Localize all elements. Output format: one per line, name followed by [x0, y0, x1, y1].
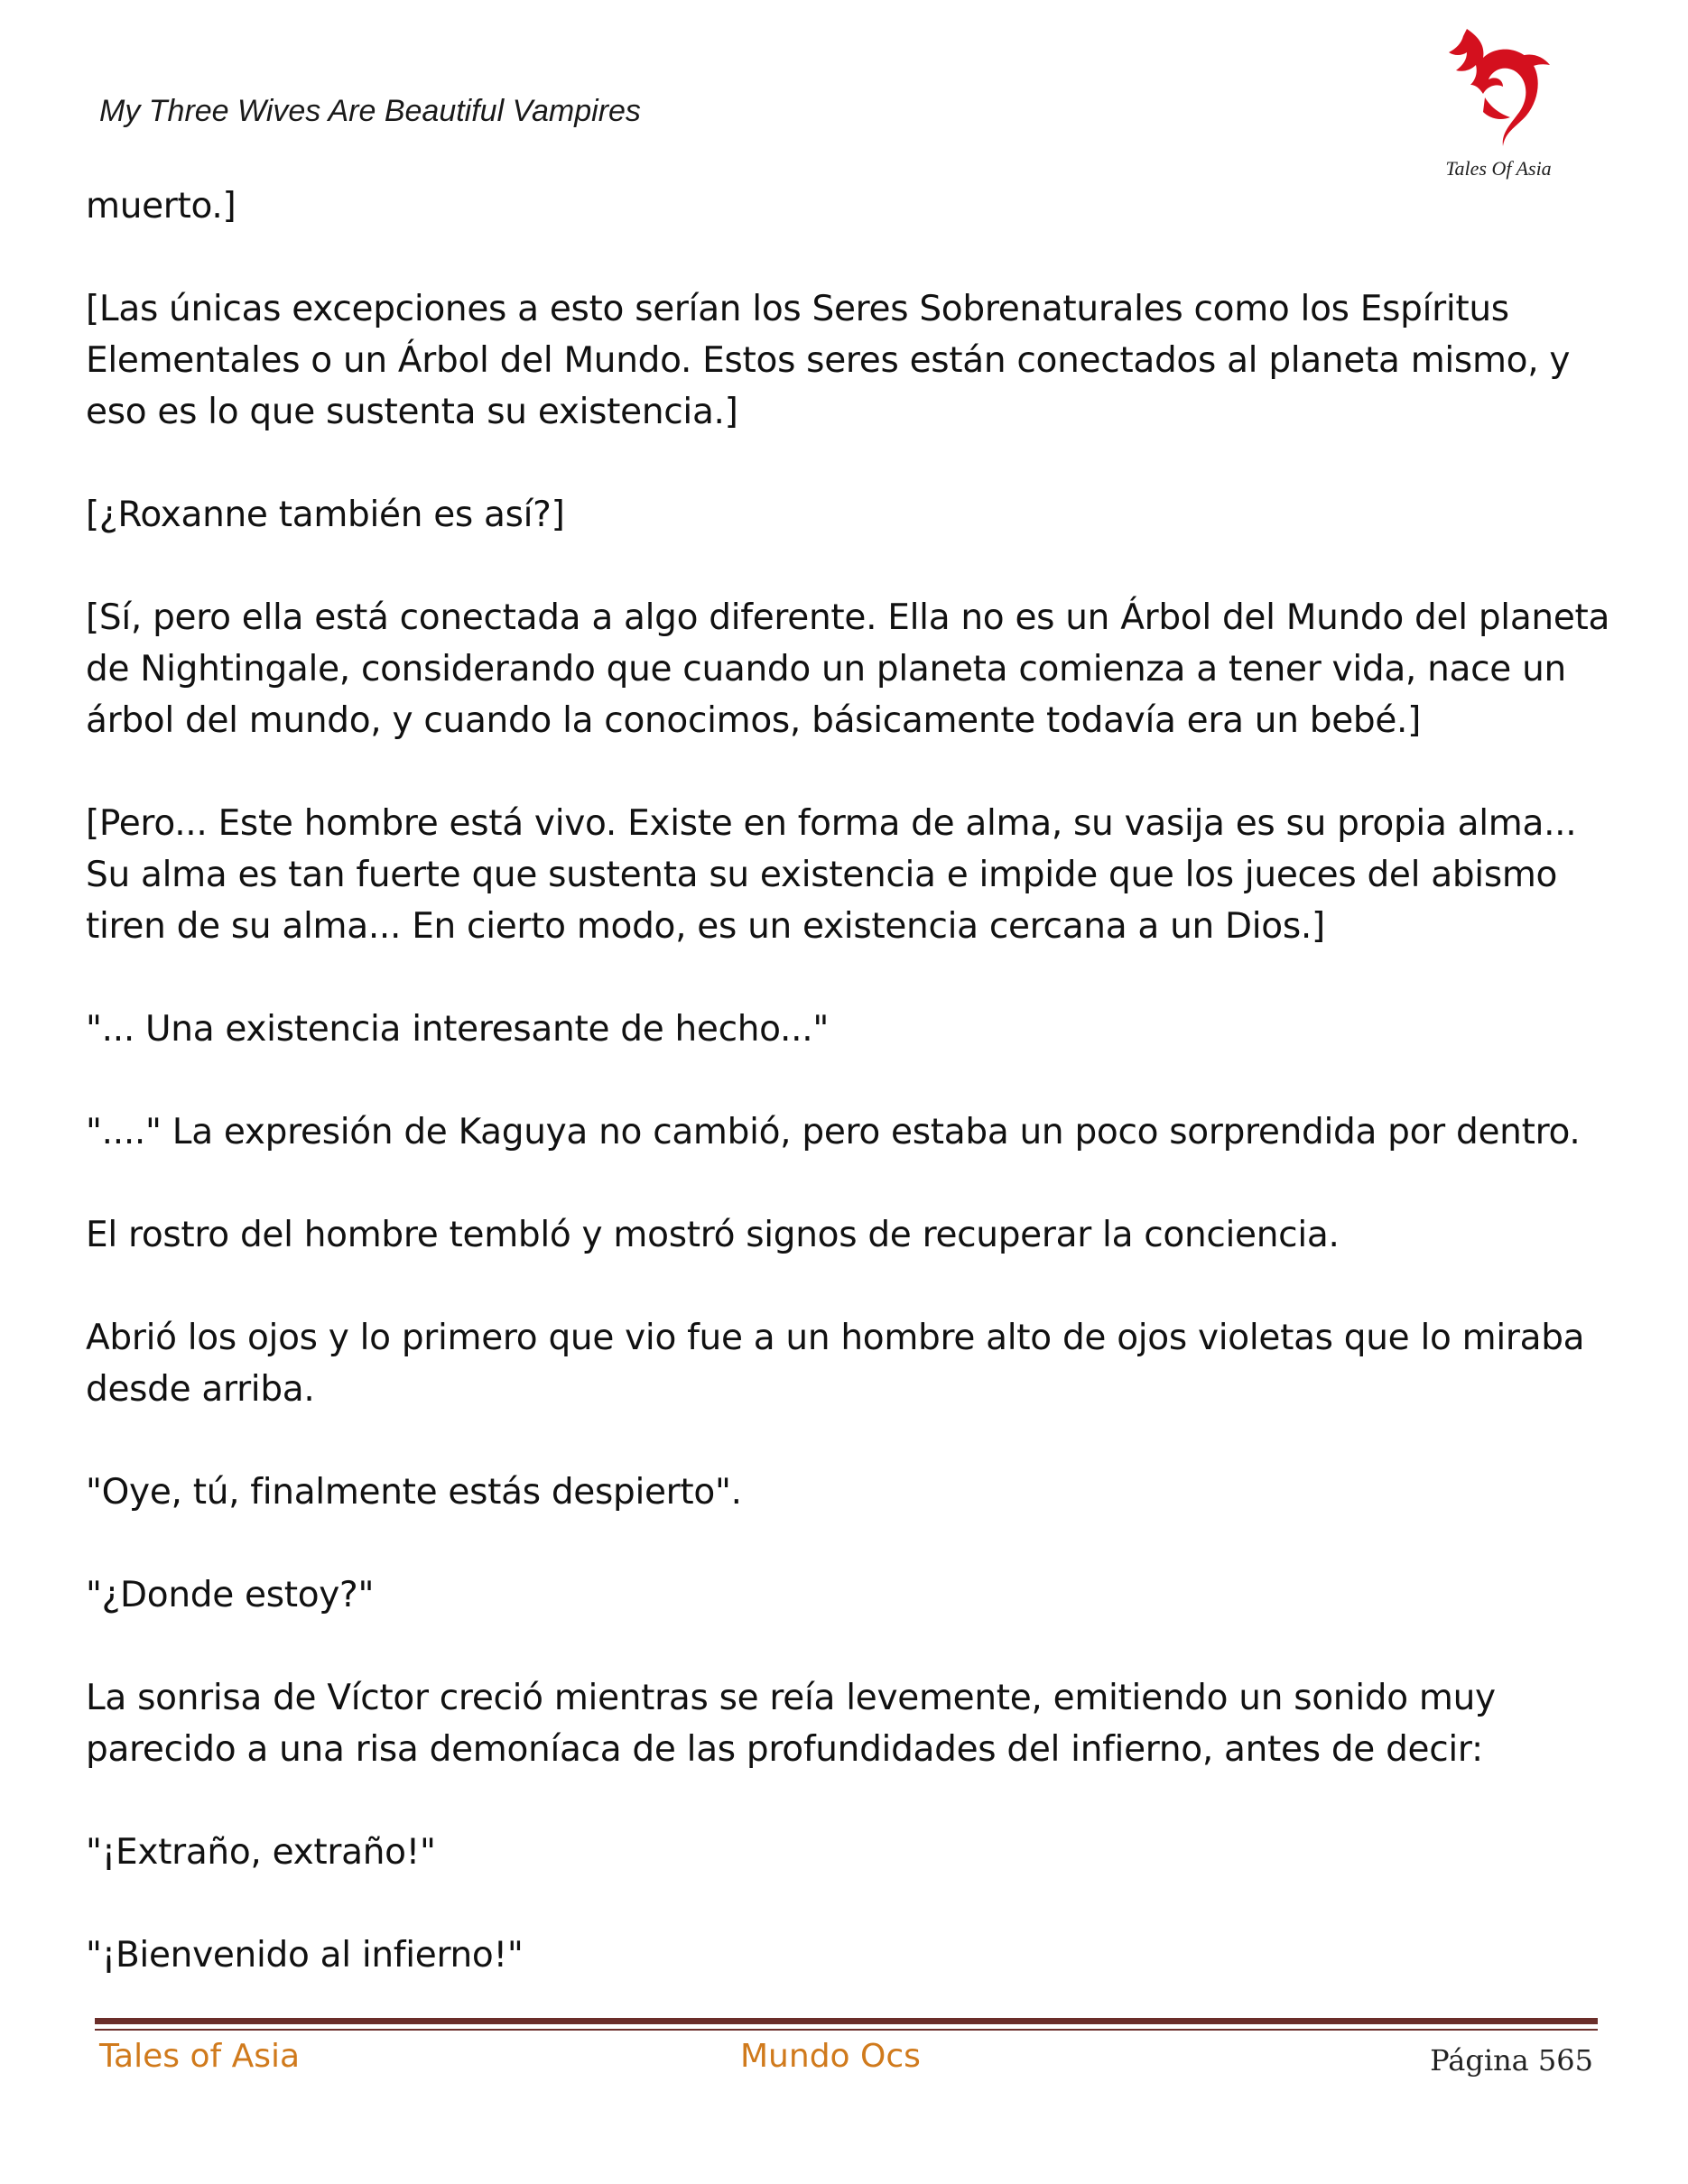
paragraph: La sonrisa de Víctor creció mientras se reía levemente, emitiendo un sonido muy parecido a una risa demoníaca de las profundidades del infierno, antes de decir:	[86, 1678, 1496, 1770]
footer-rule-thin	[95, 2029, 1598, 2031]
paragraph: "... Una existencia interesante de hecho..."	[86, 1009, 829, 1050]
paragraph: muerto.]	[86, 186, 237, 227]
paragraph: "¡Extraño, extraño!"	[86, 1832, 436, 1873]
paragraph: "Oye, tú, finalmente estás despierto".	[86, 1472, 742, 1513]
paragraph: "¡Bienvenido al infierno!"	[86, 1935, 524, 1976]
paragraph: [¿Roxanne también es así?]	[86, 495, 565, 535]
paragraph: "¿Donde estoy?"	[86, 1575, 375, 1615]
page-body	[86, 180, 1620, 1981]
paragraph: [Las únicas excepciones a esto serían los Seres Sobrenaturales como los Espíritus Elementales o un Árbol del Mundo. Estos seres están conectados al planeta mismo, y eso es lo que sustenta su existencia.]	[86, 289, 1571, 432]
paragraph: El rostro del hombre tembló y mostró signos de recuperar la conciencia.	[86, 1215, 1340, 1255]
footer-site-name: Tales of Asia	[99, 2038, 301, 2075]
red-dragon-icon	[1431, 20, 1566, 182]
logo-text: Tales Of Asia	[1445, 157, 1552, 180]
footer-rule	[95, 2018, 1598, 2024]
paragraph: [Sí, pero ella está conectada a algo diferente. Ella no es un Árbol del Mundo del planeta de Nightingale, considerando que cuando un planeta comienza a tener vida, nace un árbol del mundo, y cuando la conocimos, básicamente todavía era un bebé.]	[86, 597, 1610, 741]
paragraph: [Pero... Este hombre está vivo. Existe en forma de alma, su vasija es su propia alma... Su alma es tan fuerte que sustenta su existencia e impide que los jueces del abismo tiren de su alma... En cierto modo, es un existencia cercana a un Dios.]	[86, 803, 1577, 947]
paragraph: "...." La expresión de Kaguya no cambió, pero estaba un poco sorprendida por dentro.	[86, 1112, 1581, 1152]
page-number: Página 565	[1430, 2043, 1593, 2078]
logo	[1431, 20, 1566, 182]
document-title: My Three Wives Are Beautiful Vampires	[99, 94, 641, 128]
paragraph: Abrió los ojos y lo primero que vio fue a un hombre alto de ojos violetas que lo miraba desde arriba.	[86, 1318, 1585, 1410]
footer-section: Mundo Ocs	[740, 2038, 921, 2075]
